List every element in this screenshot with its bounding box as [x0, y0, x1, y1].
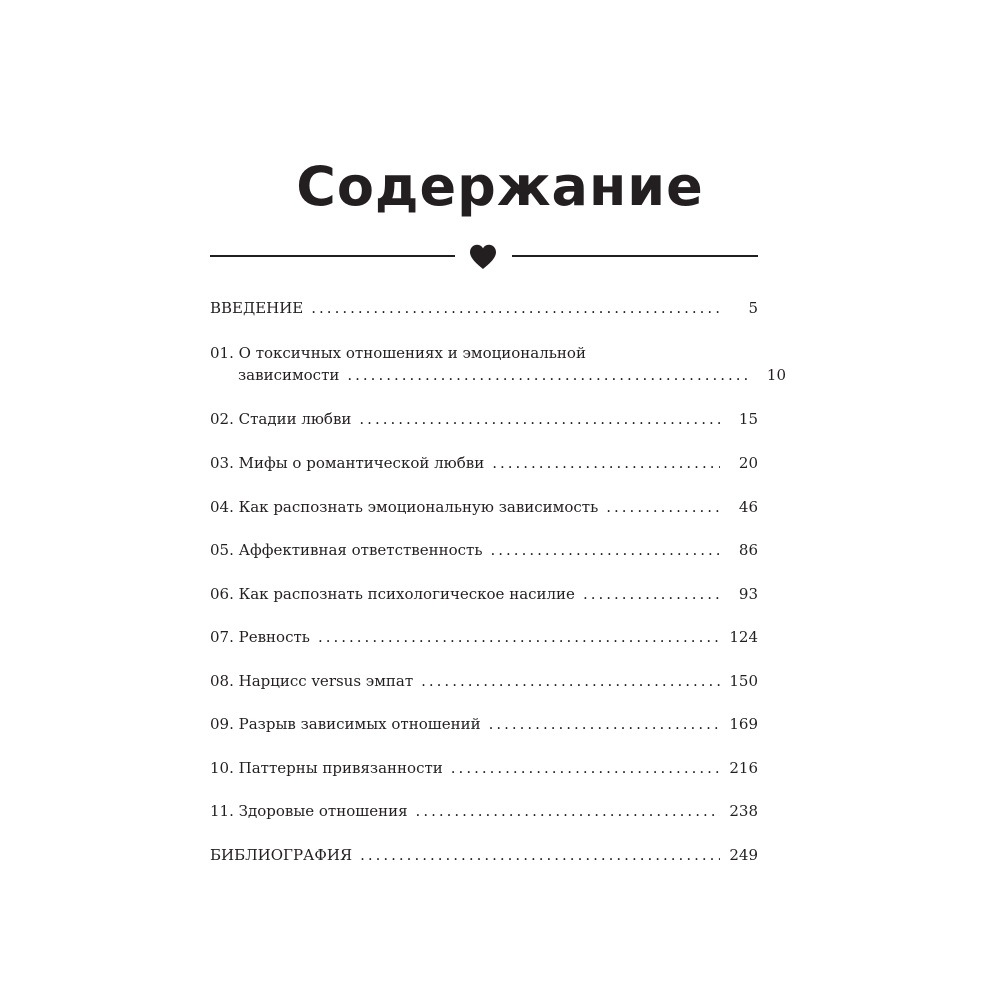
toc-leader-dots [606, 496, 720, 518]
toc-page-number: 93 [738, 585, 758, 603]
toc-entry-title: 06. Как распознать психологическое насилие [210, 585, 575, 603]
toc-entry-chapter-04[interactable] [210, 496, 758, 518]
toc-page-number: 5 [748, 299, 758, 317]
toc-entry-intro[interactable] [210, 297, 758, 319]
toc-entry-chapter-03[interactable] [210, 452, 758, 474]
toc-leader-dots [360, 844, 720, 866]
toc-page-number: 216 [729, 759, 758, 777]
toc-leader-dots [583, 583, 720, 605]
toc-entry-title: 03. Мифы о романтической любви [210, 454, 485, 472]
heart-icon [469, 244, 497, 270]
toc-entry-chapter-01[interactable] [210, 342, 786, 386]
toc-entry-title-line1: 01. О токсичных отношениях и эмоциональной [210, 344, 586, 362]
toc-leader-dots [451, 757, 720, 779]
toc-entry-title: ВВЕДЕНИЕ [210, 299, 304, 317]
toc-leader-dots [416, 800, 720, 822]
toc-entry-title: 02. Стадии любви [210, 410, 352, 428]
toc-page-number: 20 [738, 454, 758, 472]
toc-leader-dots [359, 408, 720, 430]
toc-entry-chapter-08[interactable] [210, 670, 758, 692]
toc-entry-chapter-05[interactable] [210, 539, 758, 561]
divider-rule-left [210, 255, 455, 257]
toc-entry-bibliography[interactable] [210, 844, 758, 866]
toc-entry-chapter-02[interactable] [210, 408, 758, 430]
toc-page-number: 10 [766, 366, 786, 384]
toc-entry-title: 04. Как распознать эмоциональную зависимость [210, 498, 599, 516]
toc-page-number: 124 [729, 628, 758, 646]
toc-leader-dots [492, 452, 720, 474]
toc-entry-chapter-06[interactable] [210, 583, 758, 605]
toc-entry-title: БИБЛИОГРАФИЯ [210, 846, 353, 864]
toc-page-number: 249 [729, 846, 758, 864]
toc-entry-title: 05. Аффективная ответственность [210, 541, 483, 559]
toc-leader-dots [347, 364, 748, 386]
toc-entry-title: 09. Разрыв зависимых отношений [210, 715, 481, 733]
title-divider [210, 243, 758, 269]
toc-leader-dots [489, 713, 720, 735]
toc-page-number: 86 [738, 541, 758, 559]
toc-leader-dots [318, 626, 720, 648]
toc-entry-chapter-11[interactable] [210, 800, 758, 822]
toc-page-number: 150 [729, 672, 758, 690]
toc-page-number: 15 [738, 410, 758, 428]
toc-entry-title: 08. Нарцисс versus эмпат [210, 672, 414, 690]
toc-leader-dots [421, 670, 720, 692]
toc-entry-chapter-07[interactable] [210, 626, 758, 648]
page-title: Содержание [296, 155, 704, 218]
toc-leader-dots [311, 297, 720, 319]
toc-page-number: 46 [738, 498, 758, 516]
toc-entry-chapter-09[interactable] [210, 713, 758, 735]
toc-page-number: 238 [729, 802, 758, 820]
toc-page-number: 169 [729, 715, 758, 733]
toc-entry-chapter-10[interactable] [210, 757, 758, 779]
toc-entry-title: 11. Здоровые отношения [210, 802, 408, 820]
toc-entry-title: 07. Ревность [210, 628, 310, 646]
divider-rule-right [512, 255, 758, 257]
toc-entry-title: зависимости [238, 366, 340, 384]
toc-entry-title: 10. Паттерны привязанности [210, 759, 443, 777]
toc-leader-dots [491, 539, 721, 561]
